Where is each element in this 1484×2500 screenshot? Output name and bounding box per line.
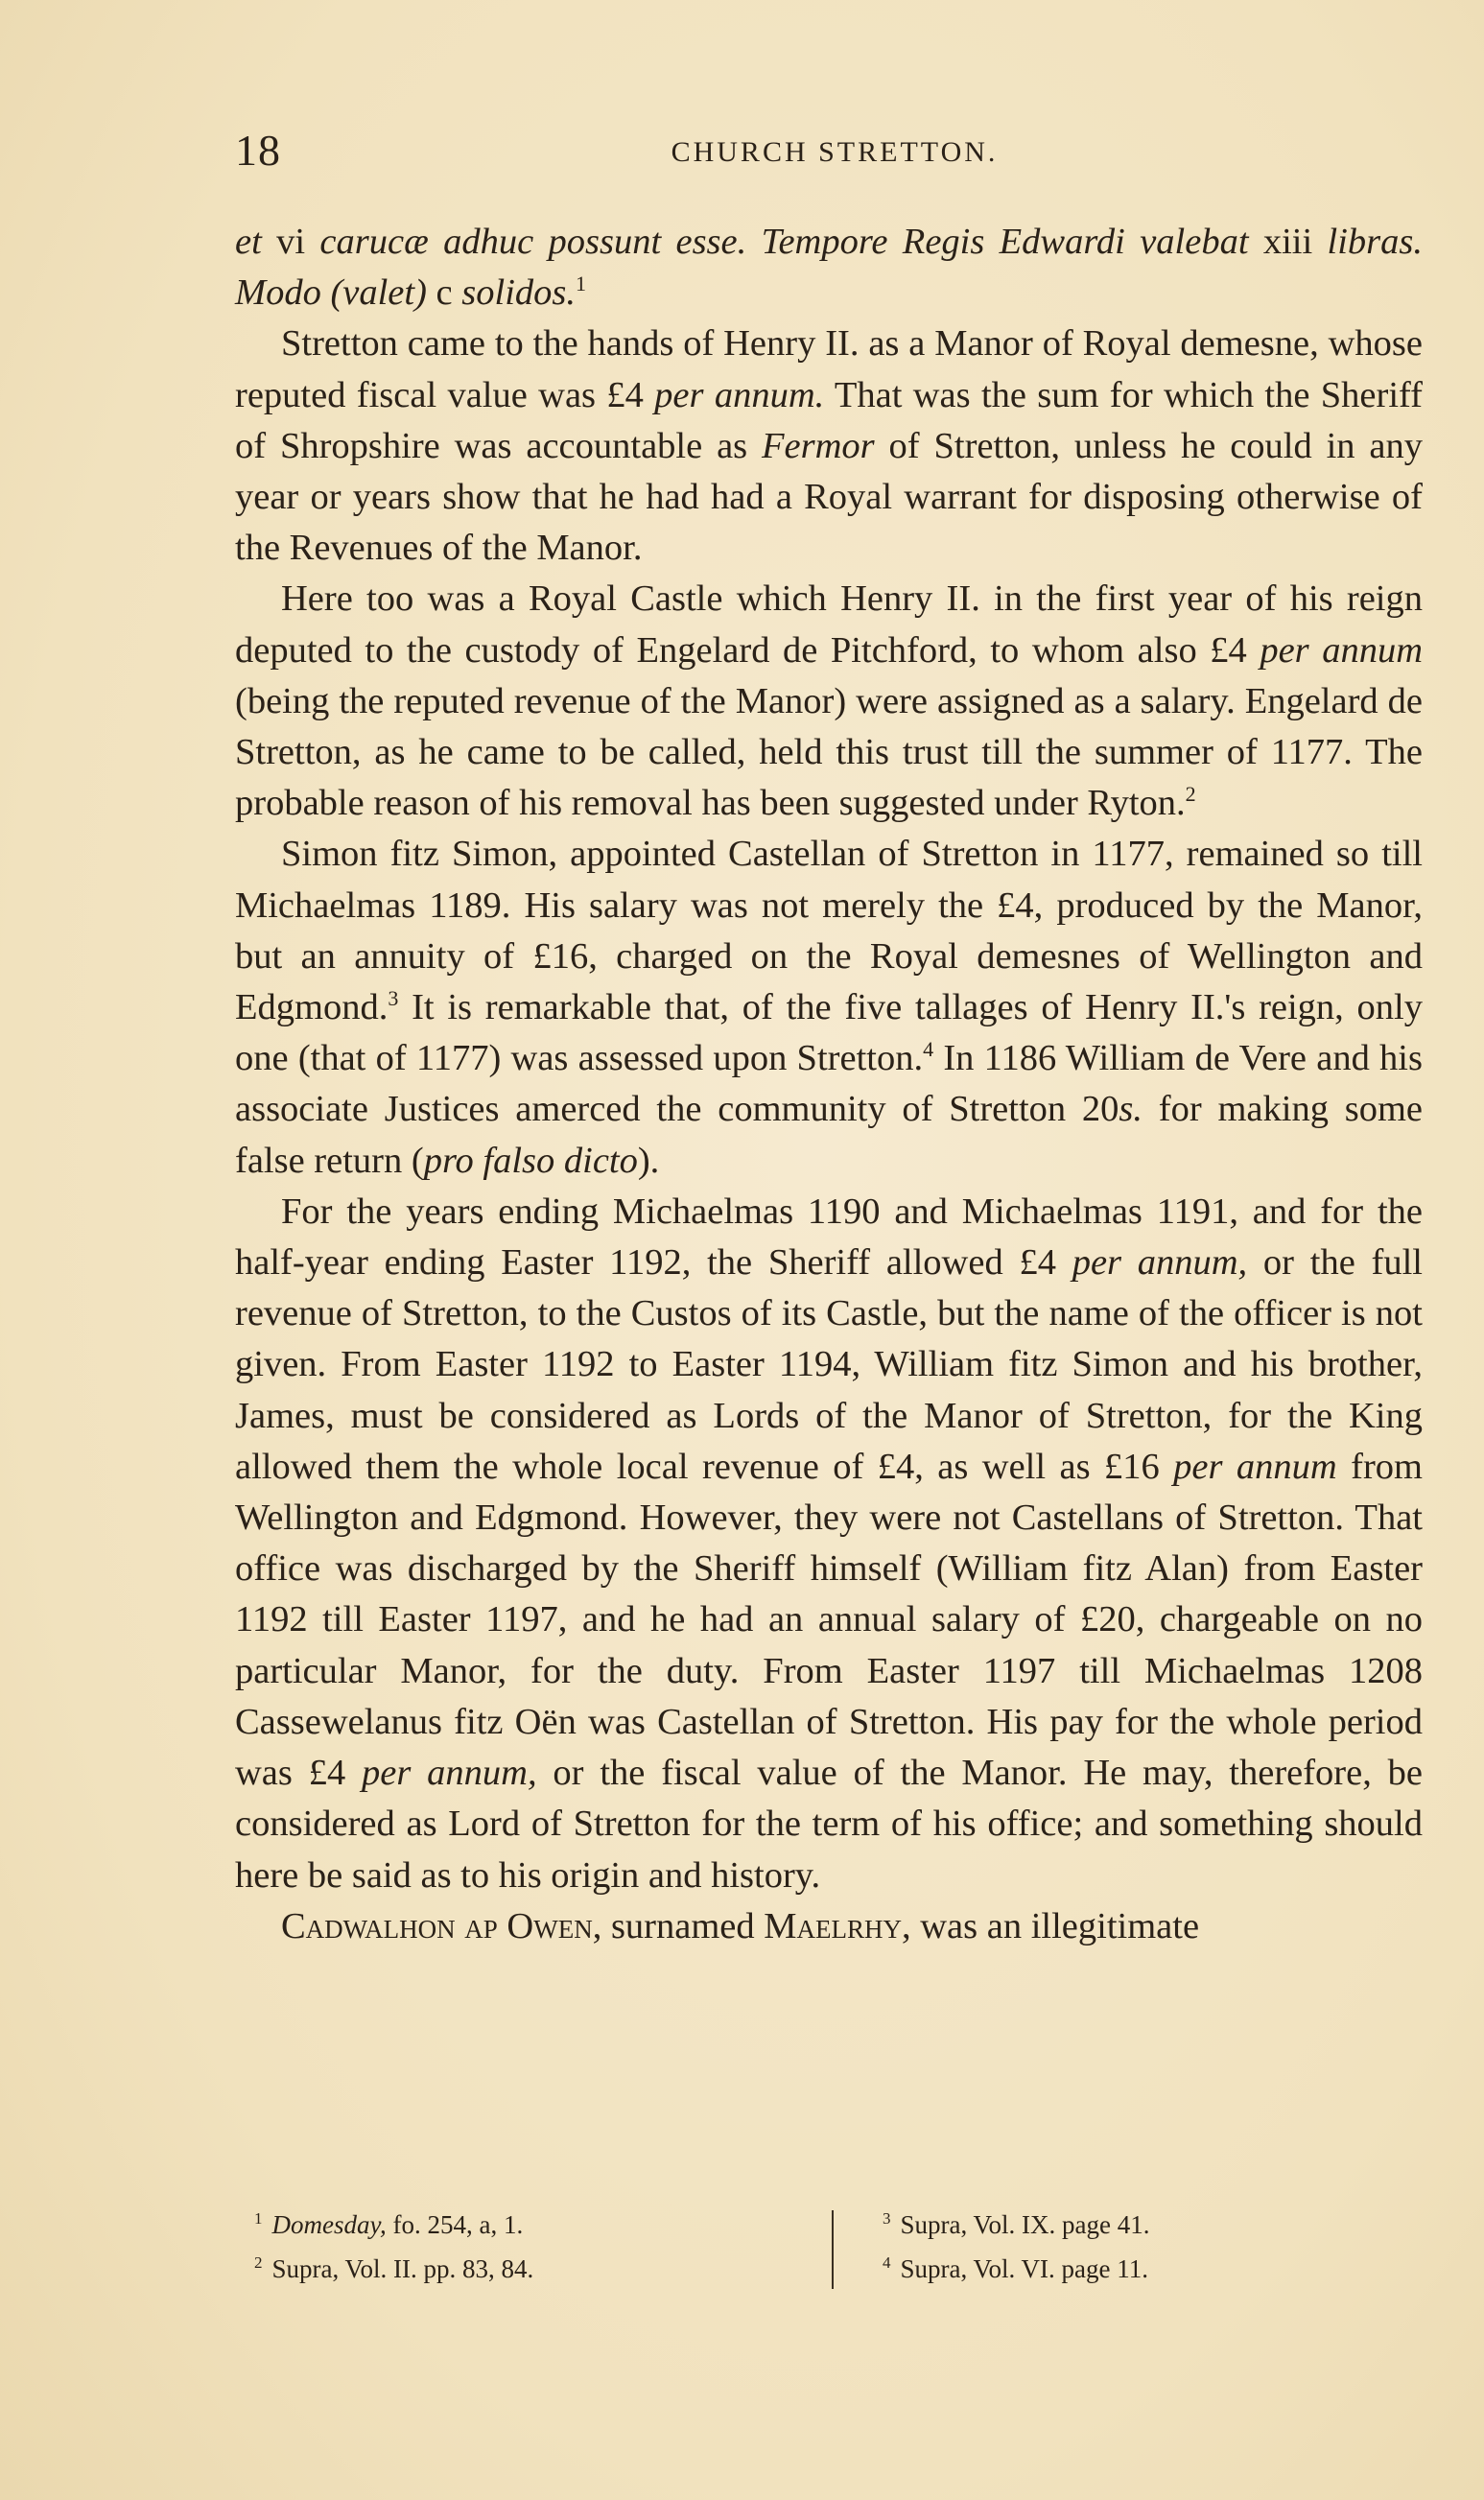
text-run: c <box>426 272 462 314</box>
text-run: (being the reputed revenue of the Manor) were assigned as a salary. Engelard de Stretton, as he came to be called, held this trust till the summer of 1177. The probable reason of his removal has been suggested under Ryton. <box>235 680 1423 824</box>
footnote-text: fo. 254, a, 1. <box>386 2210 524 2239</box>
footnotes <box>254 2203 1367 2299</box>
paragraph-1 <box>235 217 1423 318</box>
footnote-3 <box>883 2203 1381 2247</box>
footnote-ref: 3 <box>388 986 399 1011</box>
text-run: et <box>235 222 262 262</box>
footnote-text: Supra, Vol. II. pp. 83, 84. <box>271 2254 534 2283</box>
text-run: For the years ending Michaelmas 1190 and Michaelmas 1191, and for the half-year ending Easter 1192, the Sheriff allowed £4 <box>235 1191 1423 1284</box>
text-run: per annum, <box>362 1753 537 1794</box>
footnote-text: Supra, Vol. VI. page 11. <box>900 2254 1148 2283</box>
text-run: or the full revenue of Stretton, to the Custos of its Castle, but the name of the officer is not given. From Easter 1192 to Easter 1194, William fitz Simon and his brother, James, must be considered as Lords of the Manor of Stretton, for the King allowed them the whole local revenue of £4, as well as £16 <box>235 1242 1423 1487</box>
body-text <box>235 217 1423 1952</box>
paragraph-3 <box>235 574 1423 829</box>
text-run: In 1186 William de Vere and his associate Justices amerced the community of Stretton 20 <box>235 1038 1423 1130</box>
text-run: Simon fitz Simon, appointed Castellan of Stretton in 1177, remained so till Michaelmas 1189. His salary was not merely the £4, produced by the Manor, but an annuity of £16, charged on the Royal demesnes of Wellington and Edgmond. <box>235 834 1423 1028</box>
text-run: from Wellington and Edgmond. However, they were not Castellans of Stretton. That office was discharged by the Sheriff himself (William fitz Alan) from Easter 1192 till Easter 1197, and he had an annual salary of £20, chargeable on no particular Manor, for the duty. From Easter 1197 till Michaelmas 1208 Cassewelanus fitz Oën was Castellan of Stretton. His pay for the whole period was £4 <box>235 1446 1424 1794</box>
text-run: vi <box>261 222 320 262</box>
text-run: Stretton came to the hands of Henry II. as a Manor of Royal demesne, whose reputed fiscal value was £4 <box>235 323 1423 415</box>
page-number: 18 <box>235 126 281 175</box>
text-run: It is remarkable that, of the five tallages of Henry II.'s reign, only one (that of 1177) was assessed upon Stretton. <box>235 987 1423 1079</box>
footnote-number: 3 <box>883 2209 891 2228</box>
text-run: was an illegitimate <box>910 1905 1200 1946</box>
text-run: Here too was a Royal Castle which Henry II. in the first year of his reign deputed to the custody of Engelard de Pitchford, to whom also £4 <box>235 578 1423 671</box>
paragraph-6 <box>235 1901 1423 1952</box>
footnote-italic: Domesday, <box>271 2210 387 2239</box>
footnote-number: 2 <box>254 2253 263 2272</box>
footnote-number: 4 <box>883 2253 891 2272</box>
text-run: s. <box>1119 1089 1143 1130</box>
text-run: carucæ adhuc possunt esse. Tempore Regis Edwardi valebat <box>319 222 1249 262</box>
footnote-number: 1 <box>254 2209 263 2228</box>
text-run: surnamed <box>601 1905 765 1946</box>
paragraph-2 <box>235 318 1423 574</box>
text-run: libras. Modo (valet) <box>235 222 1423 314</box>
text-run: per annum <box>1173 1446 1337 1487</box>
footnote-4 <box>883 2247 1381 2291</box>
running-title: CHURCH STRETTON. <box>671 136 999 168</box>
footnotes-right-column <box>883 2203 1381 2291</box>
text-run: xiii <box>1248 222 1328 262</box>
text-run: of Stretton, unless he could in any year or years show that he had had a Royal warrant for disposing otherwise of the Revenues of the Manor. <box>235 425 1424 569</box>
text-run: pro falso dicto <box>423 1140 638 1181</box>
footnote-ref: 4 <box>923 1037 934 1062</box>
footnote-2 <box>254 2247 791 2291</box>
text-run: per annum <box>1260 629 1423 671</box>
paragraph-4 <box>235 829 1423 1186</box>
page-header <box>235 125 1434 182</box>
text-run: solidos. <box>461 272 576 314</box>
text-run: for making some false return ( <box>235 1089 1423 1181</box>
surname: Maelrhy, <box>764 1905 911 1946</box>
text-run: per annum, <box>1072 1242 1248 1284</box>
footnote-divider <box>832 2210 834 2289</box>
footnote-1 <box>254 2203 791 2247</box>
footnote-ref: 2 <box>1185 782 1196 807</box>
footnote-ref: 1 <box>576 271 586 296</box>
text-run: ). <box>637 1140 660 1181</box>
text-run: per annum. <box>654 374 825 415</box>
person-name: Cadwalhon ap Owen, <box>281 1905 602 1946</box>
text-run: Fermor <box>762 425 875 466</box>
text-run: or the fiscal value of the Manor. He may, therefore, be considered as Lord of Stretton for the term of his office; and something should here be said as to his origin and history. <box>235 1753 1423 1896</box>
footnotes-left-column <box>254 2203 791 2291</box>
text-run: That was the sum for which the Sheriff of Shropshire was accountable as <box>235 374 1423 466</box>
footnote-text: Supra, Vol. IX. page 41. <box>900 2210 1150 2239</box>
paragraph-5 <box>235 1187 1423 1901</box>
